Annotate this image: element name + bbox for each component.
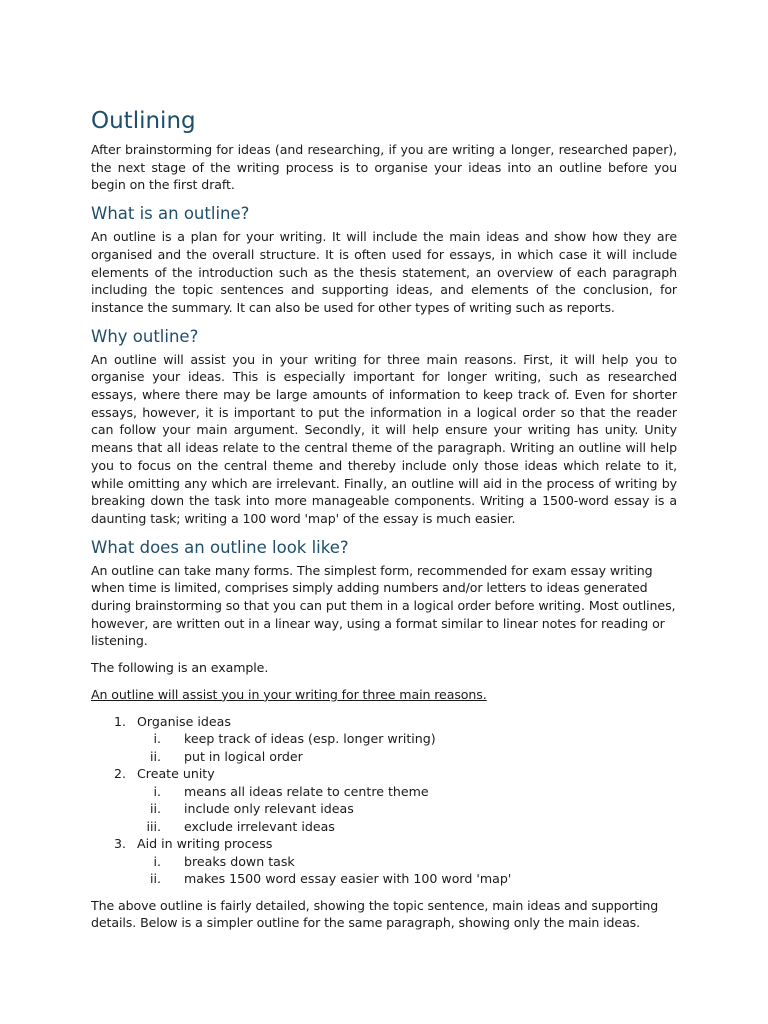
outline-number: 2. [113,766,126,782]
outline-item-sub [91,748,677,766]
outline-item-main [91,765,677,783]
closing-paragraph: The above outline is fairly detailed, showing the topic sentence, main ideas and supporting details. Below is a simpler outline for the same paragraph, showing only the main ideas. [91,897,659,931]
outline-item-sub [91,800,677,818]
why-paragraph: An outline will assist you in your writing for three main reasons. First, it will help you to organise your ideas. This is especially important for longer writing, such as researched essays, where there may be large amounts of information to keep track of. Even for shorter essays, however, it is important to put the information in a logical order so that the reader can follow your main argument. Secondly, it will help ensure your writing has unity. Unity means that all ideas relate to the central theme of the paragraph. Writing an outline will help you to focus on the central theme and thereby include only those ideas which relate to it, while omitting any which are irrelevant. Finally, an outline will aid in the process of writing by breaking down the task into more manageable components. Writing a 1500-word essay is a daunting task; writing a 100 word 'map' of the essay is much easier. [91,351,677,526]
look-like-paragraph: An outline can take many forms. The simplest form, recommended for exam essay writing when time is limited, comprises simply adding numbers and/or letters to ideas generated during brainstorming so that you can put them in a logical order before writing. Most outlines, however, are written out in a linear way, using a format similar to linear notes for reading or listening. [91,562,676,649]
outline-item-sub [91,853,677,871]
outline-item-sub [91,730,677,748]
outline-text: Aid in writing process [137,836,273,852]
outline-text: makes 1500 word essay easier with 100 word 'map' [184,871,512,887]
outline-number: 3. [113,836,126,852]
intro-paragraph: After brainstorming for ideas (and researching, if you are writing a longer, researched paper), the next stage of the writing process is to organise your ideas into an outline before you begin on the first draft. [91,142,677,193]
outline-text: means all ideas relate to centre theme [184,783,429,799]
outline-number: ii. [149,748,161,764]
example-intro: The following is an example. [91,660,269,676]
section-heading-why: Why outline? [91,326,199,346]
outline-number: i. [153,853,161,869]
outline-text: Organise ideas [137,713,231,729]
outline-text: include only relevant ideas [184,801,354,817]
outline-text: exclude irrelevant ideas [184,818,335,834]
outline-item-sub [91,818,677,836]
what-is-paragraph: An outline is a plan for your writing. It will include the main ideas and show how they are organised and the overall structure. It is often used for essays, in which case it will include elements of the introduction such as the thesis statement, an overview of each paragraph including the topic sentences and supporting ideas, and elements of the conclusion, for instance the summary. It can also be used for other types of writing such as reports. [91,229,677,315]
outline-number: iii. [146,818,161,834]
outline-number: ii. [149,801,161,817]
outline-text: breaks down task [184,853,295,869]
outline-text: keep track of ideas (esp. longer writing) [184,731,436,747]
section-heading-look-like: What does an outline look like? [91,537,349,557]
outline-item-main [91,835,677,853]
outline-number: i. [153,731,161,747]
outline-number: 1. [113,713,126,729]
outline-list [91,713,677,888]
section-heading-what-is: What is an outline? [91,204,250,224]
example-topic-sentence: An outline will assist you in your writing for three main reasons. [91,686,487,702]
page-title: Outlining [91,108,196,134]
outline-text: put in logical order [184,748,303,764]
outline-item-main [91,713,677,731]
outline-number: ii. [149,871,161,887]
outline-item-sub [91,783,677,801]
outline-text: Create unity [137,766,215,782]
outline-number: i. [153,783,161,799]
outline-item-sub [91,870,677,888]
